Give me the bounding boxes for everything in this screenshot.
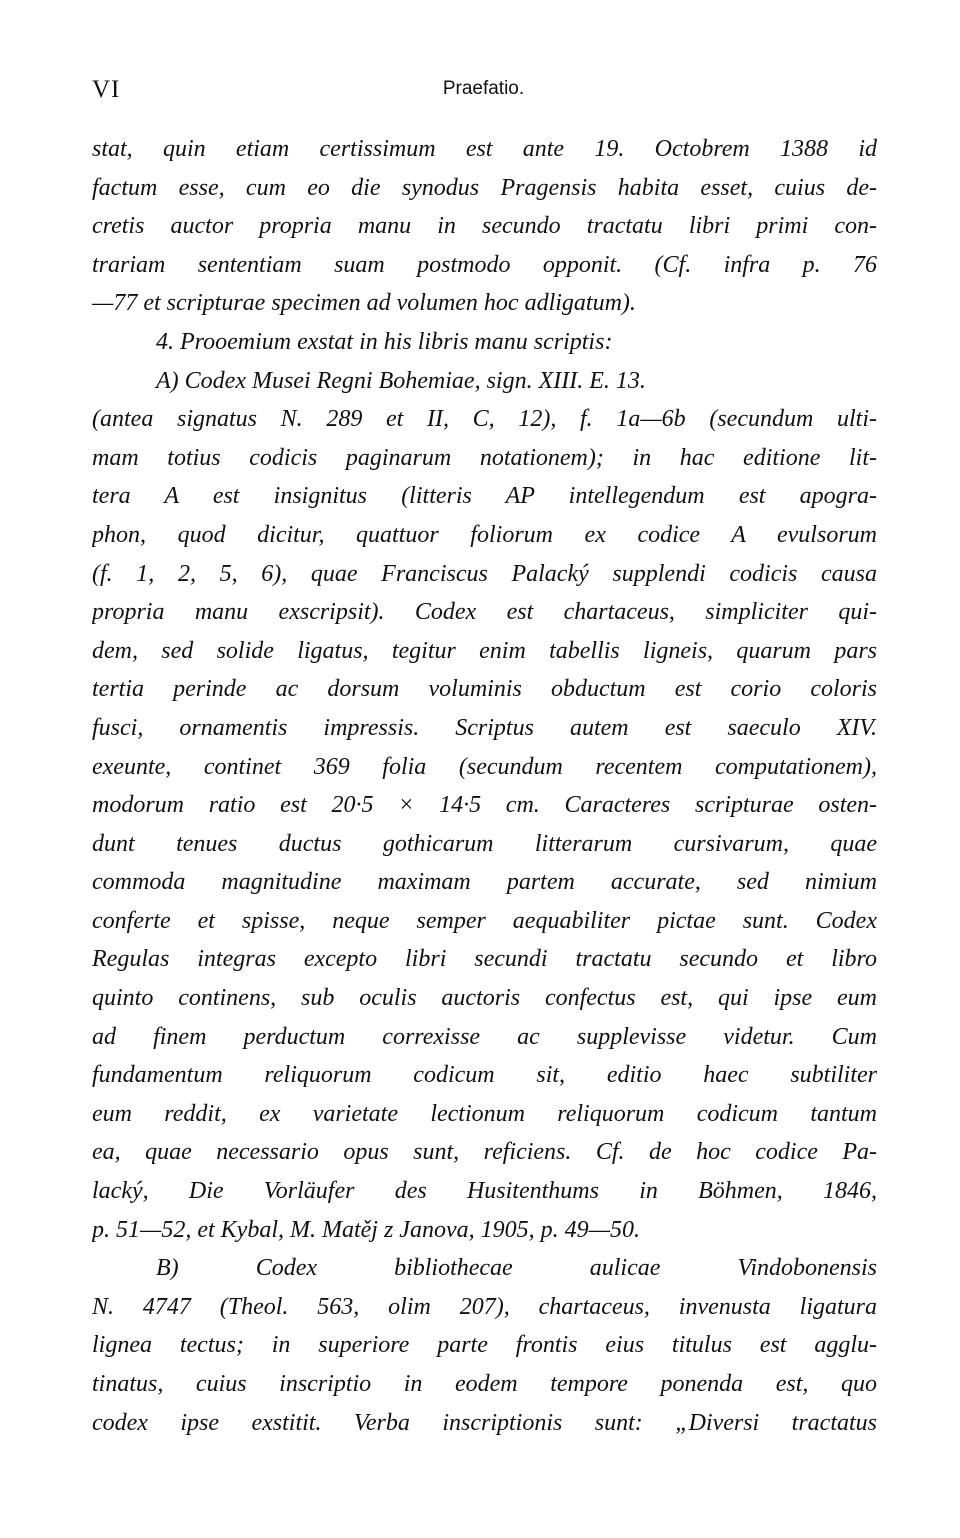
text-line: modorum ratio est 20·5 × 14·5 cm. Caracteres scripturae osten- <box>92 792 877 819</box>
text-line: lignea tectus; in superiore parte frontis eius titulus est agglu- <box>92 1332 877 1359</box>
text-line: (antea signatus N. 289 et II, C, 12), f. 1a—6b (secundum ulti- <box>92 406 877 433</box>
text-line: tera A est insignitus (litteris AP intellegendum est apogra- <box>92 483 877 510</box>
body-text <box>92 130 877 1442</box>
text-line: propria manu exscripsit). Codex est chartaceus, simpliciter qui- <box>92 599 877 626</box>
text-line: fundamentum reliquorum codicum sit, editio haec subtiliter <box>92 1062 877 1089</box>
text-line: mam totius codicis paginarum notationem); in hac editione lit- <box>92 444 877 471</box>
text-line: trariam sententiam suam postmodo opponit. (Cf. infra p. 76 <box>92 251 877 278</box>
text-line: exeunte, continet 369 folia (secundum recentem computationem), <box>92 753 877 780</box>
text-line: dunt tenues ductus gothicarum litterarum cursivarum, quae <box>92 830 877 857</box>
text-line: factum esse, cum eo die synodus Pragensis habita esset, cuius de- <box>92 174 877 201</box>
text-line: ea, quae necessario opus sunt, reficiens. Cf. de hoc codice Pa- <box>92 1139 877 1166</box>
text-line: lacký, Die Vorläufer des Husitenthums in Böhmen, 1846, <box>92 1178 877 1205</box>
text-line: p. 51—52, et Kybal, M. Matěj z Janova, 1905, p. 49—50. <box>92 1216 640 1243</box>
text-line: fusci, ornamentis impressis. Scriptus autem est saeculo XIV. <box>92 714 877 741</box>
codex-heading-line: A) Codex Musei Regni Bohemiae, sign. XIII. E. 13. <box>156 367 646 394</box>
section-heading-line: 4. Prooemium exstat in his libris manu scriptis: <box>156 328 613 355</box>
text-line: tertia perinde ac dorsum voluminis obductum est corio coloris <box>92 676 877 703</box>
text-line: tinatus, cuius inscriptio in eodem tempore ponenda est, quo <box>92 1371 877 1397</box>
text-line: phon, quod dicitur, quattuor foliorum ex codice A evulsorum <box>92 521 877 548</box>
text-line: cretis auctor propria manu in secundo tractatu libri primi con- <box>92 213 877 240</box>
text-line: stat, quin etiam certissimum est ante 19. Octobrem 1388 id <box>92 136 877 162</box>
text-line: (f. 1, 2, 5, 6), quae Franciscus Palacký supplendi codicis causa <box>92 560 877 587</box>
text-line: —77 et scripturae specimen ad volumen hoc adligatum). <box>92 290 636 317</box>
text-line: Regulas integras excepto libri secundi tractatu secundo et libro <box>92 946 877 973</box>
codex-heading-line: B) Codex bibliothecae aulicae Vindobonensis <box>156 1255 877 1282</box>
page-header <box>92 76 875 106</box>
page-number: VI <box>92 76 121 103</box>
running-title: Praefatio. <box>442 78 525 99</box>
text-line: N. 4747 (Theol. 563, olim 207), chartaceus, invenusta ligatura <box>92 1293 877 1320</box>
text-line: conferte et spisse, neque semper aequabiliter pictae sunt. Codex <box>92 907 877 934</box>
text-line: quinto continens, sub oculis auctoris confectus est, qui ipse eum <box>92 985 877 1012</box>
text-line: codex ipse exstitit. Verba inscriptionis sunt: „Diversi tractatus <box>92 1409 877 1436</box>
text-line: ad finem perductum correxisse ac supplevisse videtur. Cum <box>92 1023 877 1050</box>
text-line: dem, sed solide ligatus, tegitur enim tabellis ligneis, quarum pars <box>92 637 877 664</box>
text-line: eum reddit, ex varietate lectionum reliquorum codicum tantum <box>92 1100 877 1127</box>
text-line: commoda magnitudine maximam partem accurate, sed nimium <box>92 869 877 896</box>
